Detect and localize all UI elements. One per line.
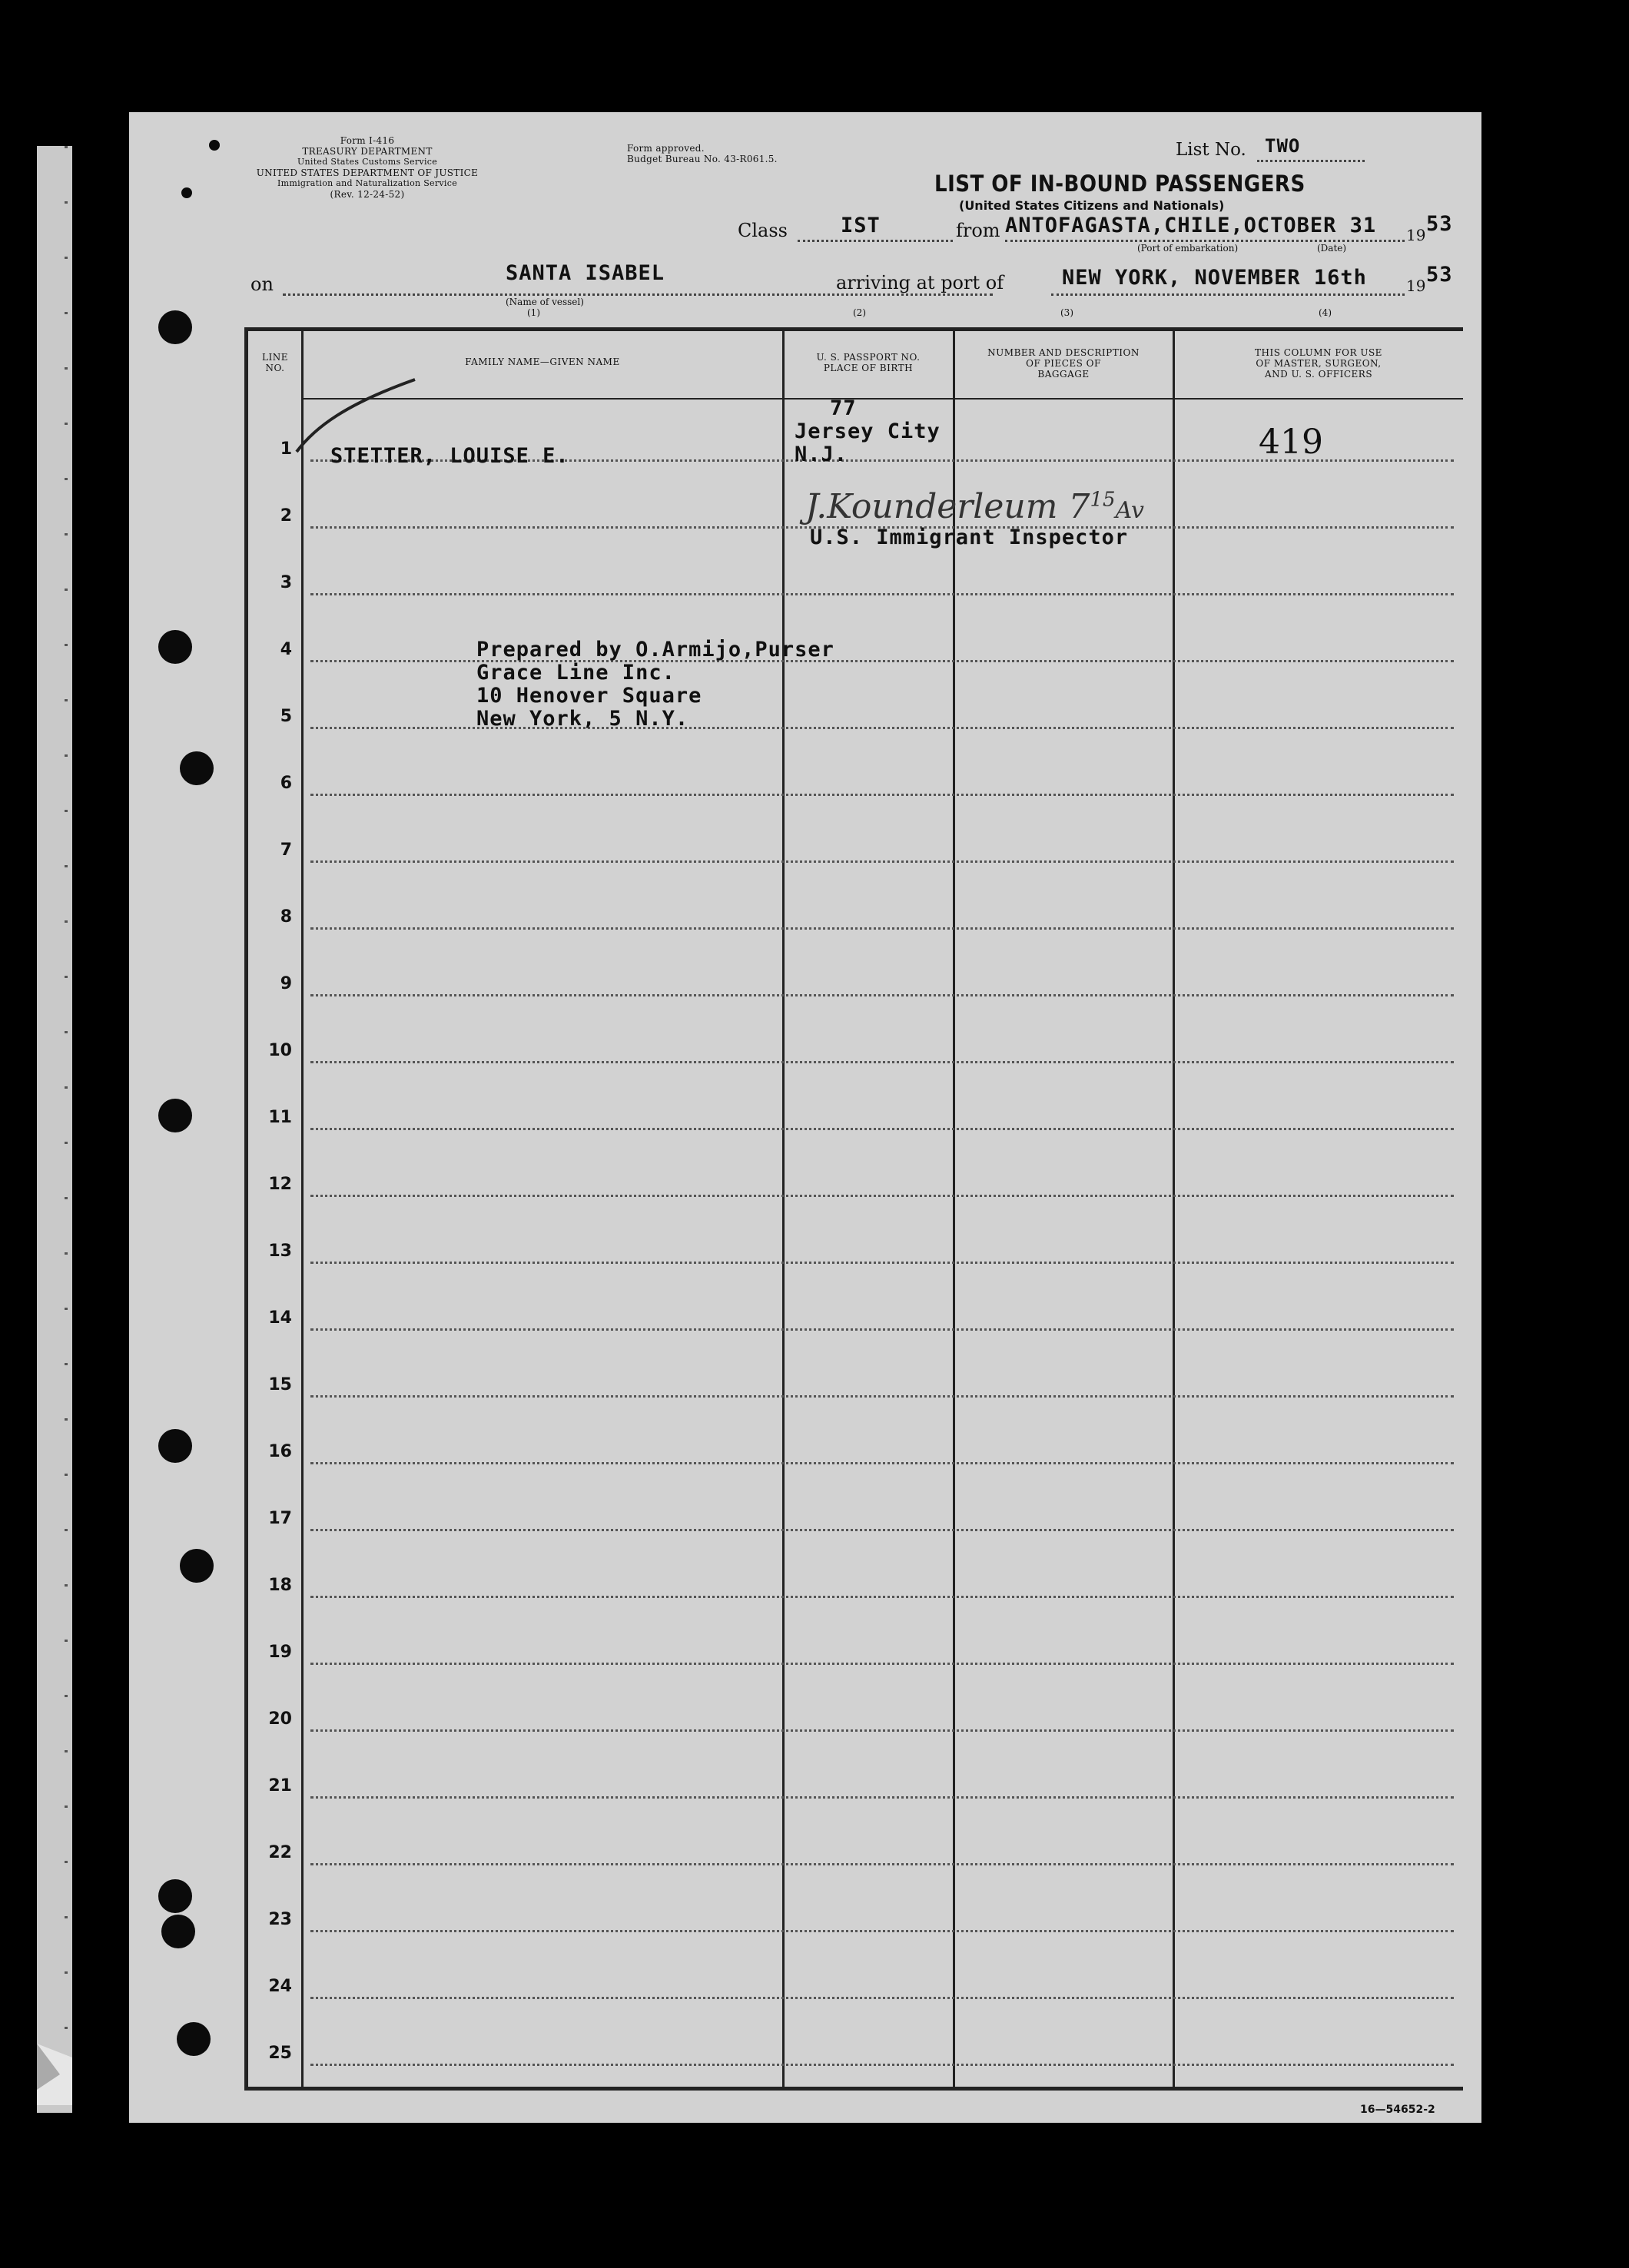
page-subtitle: (United States Citizens and Nationals) <box>959 198 1225 213</box>
adjacent-page-strip <box>37 146 72 2113</box>
row-number: 5 <box>280 707 292 726</box>
punch-hole <box>158 310 192 344</box>
form-code: 16—54652-2 <box>1360 2104 1435 2116</box>
row-number: 3 <box>280 573 292 592</box>
row-number: 25 <box>268 2044 292 2063</box>
table-row-line <box>310 994 1454 996</box>
form-approved: Form approved. <box>627 143 705 154</box>
table-row-line <box>310 1796 1454 1799</box>
row-number: 6 <box>280 774 292 793</box>
row-number: 15 <box>268 1375 292 1394</box>
class-label: Class <box>738 220 788 241</box>
table-row-line <box>310 1729 1454 1732</box>
punch-hole <box>180 1549 214 1583</box>
table-row-line <box>310 1061 1454 1063</box>
ref-2: (2) <box>853 307 866 318</box>
year-suffix-2: 53 <box>1426 263 1453 287</box>
punch-hole <box>180 751 214 785</box>
list-no-value: TWO <box>1265 135 1301 157</box>
table-row-line <box>310 860 1454 863</box>
customs-service: United States Customs Service <box>297 157 438 167</box>
table-row-line <box>310 1863 1454 1865</box>
row-number: 16 <box>268 1442 292 1461</box>
from-label: from <box>956 220 1000 241</box>
table-row-line <box>310 1663 1454 1665</box>
row-number: 1 <box>280 439 292 459</box>
row-number: 12 <box>268 1175 292 1194</box>
row-number: 9 <box>280 974 292 993</box>
arrival-value: NEW YORK, NOVEMBER 16th <box>1062 266 1367 290</box>
row-number: 14 <box>268 1308 292 1328</box>
ref-1: (1) <box>527 307 540 318</box>
punch-hole <box>161 1915 195 1948</box>
inspector-title: U.S. Immigrant Inspector <box>810 526 1129 549</box>
passport-number: 77 <box>830 396 857 420</box>
folded-corner <box>37 2044 72 2105</box>
year-prefix-1: 19 <box>1406 226 1426 244</box>
punch-hole <box>158 630 192 664</box>
table-row-line <box>310 593 1454 595</box>
passenger-name-1: STETTER, LOUISE E. <box>330 444 569 468</box>
row-number: 7 <box>280 841 292 860</box>
row-number: 13 <box>268 1242 292 1261</box>
justice-dept: UNITED STATES DEPARTMENT OF JUSTICE <box>256 167 479 178</box>
table-row-line <box>310 1262 1454 1264</box>
table-row-line <box>310 1529 1454 1531</box>
table-row-line <box>310 1462 1454 1464</box>
year-prefix-2: 19 <box>1406 277 1426 295</box>
table-row-line <box>310 1596 1454 1598</box>
ins-service: Immigration and Naturalization Service <box>277 178 458 188</box>
port-embarkation-label: (Port of embarkation) <box>1137 243 1239 254</box>
on-label: on <box>250 274 274 295</box>
year-suffix-1: 53 <box>1426 212 1453 236</box>
table-row-line <box>310 2064 1454 2066</box>
col-header-name: FAMILY NAME—GIVEN NAME <box>465 356 620 367</box>
class-value: IST <box>841 214 881 237</box>
row-number: 11 <box>268 1108 292 1127</box>
table-row-line <box>310 927 1454 930</box>
birth-state: N.J. <box>795 443 848 466</box>
from-value: ANTOFAGASTA,CHILE,OCTOBER 31 <box>1005 214 1377 237</box>
city-line: New York, 5 N.Y. <box>476 707 689 731</box>
approval-block <box>627 143 778 164</box>
birth-city: Jersey City <box>795 419 941 443</box>
row-number: 8 <box>280 907 292 927</box>
table-row-line <box>310 1997 1454 1999</box>
page-title: LIST OF IN-BOUND PASSENGERS <box>934 171 1306 197</box>
officer-number: 419 <box>1259 423 1323 462</box>
punch-hole <box>177 2022 211 2056</box>
vessel-label: (Name of vessel) <box>506 297 584 307</box>
table-row-line <box>310 794 1454 796</box>
punch-hole <box>181 187 192 198</box>
passenger-list-page <box>129 112 1481 2123</box>
col-header-baggage: NUMBER AND DESCRIPTION OF PIECES OF BAGGAGE <box>987 347 1140 380</box>
punch-hole <box>209 140 220 151</box>
row-number: 22 <box>268 1843 292 1862</box>
treasury-dept: TREASURY DEPARTMENT <box>302 146 433 157</box>
punch-hole <box>158 1429 192 1463</box>
table-row-line <box>310 1930 1454 1932</box>
budget-bureau: Budget Bureau No. 43-R061.5. <box>627 154 778 164</box>
row-number: 23 <box>268 1910 292 1929</box>
col-header-passport: U. S. PASSPORT NO. PLACE OF BIRTH <box>816 352 921 373</box>
date-label: (Date) <box>1317 243 1347 254</box>
ref-4: (4) <box>1319 307 1332 318</box>
prepared-by-line: Prepared by O.Armijo,Purser <box>476 638 834 662</box>
list-no-label: List No. <box>1176 140 1246 160</box>
table-row-line <box>310 1128 1454 1130</box>
row-number: 24 <box>268 1977 292 1996</box>
ref-3: (3) <box>1060 307 1073 318</box>
address-line: 10 Henover Square <box>476 684 702 708</box>
form-number: Form I-416 <box>340 135 395 146</box>
row-number: 21 <box>268 1776 292 1796</box>
revision-date: (Rev. 12-24-52) <box>330 189 405 200</box>
row-number: 19 <box>268 1643 292 1662</box>
table-row-line <box>310 1328 1454 1331</box>
punch-hole <box>158 1879 192 1913</box>
row-number: 17 <box>268 1509 292 1528</box>
table-row-line <box>310 1195 1454 1197</box>
form-agency-block <box>252 135 483 200</box>
row-number: 10 <box>268 1041 292 1060</box>
row-number: 20 <box>268 1709 292 1729</box>
row-number: 4 <box>280 640 292 659</box>
inspector-signature: J.Kounderleum $7^{15}Av$ <box>805 487 1144 526</box>
row-number: 18 <box>268 1576 292 1595</box>
col-header-line: LINE NO. <box>262 352 288 373</box>
row-number: 2 <box>280 506 292 526</box>
punch-hole <box>158 1099 192 1132</box>
col-header-officers: THIS COLUMN FOR USE OF MASTER, SURGEON, AND U. S. OFFICERS <box>1255 347 1382 380</box>
arriving-label: arriving at port of <box>833 272 1007 293</box>
company-line: Grace Line Inc. <box>476 661 675 685</box>
table-row-line <box>310 1395 1454 1398</box>
vessel-name: SANTA ISABEL <box>506 261 665 285</box>
